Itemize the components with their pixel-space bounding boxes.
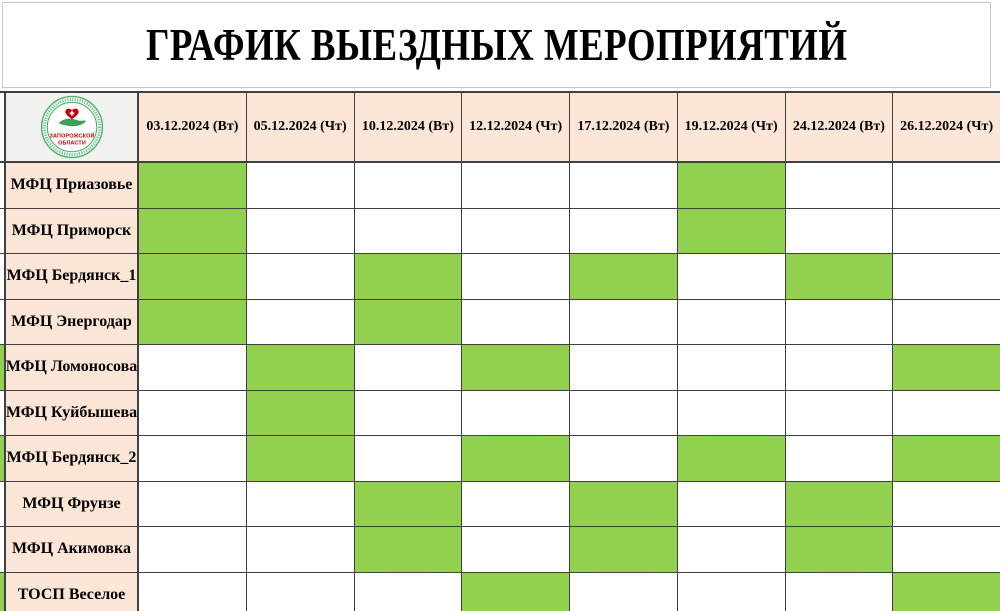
empty-cell xyxy=(570,391,678,437)
empty-cell xyxy=(570,345,678,391)
empty-cell xyxy=(893,391,1000,437)
date-header: 10.12.2024 (Вт) xyxy=(355,93,463,163)
row-label: МФЦ Куйбышева xyxy=(4,391,139,437)
scheduled-cell xyxy=(570,527,678,573)
logo-text-line1: ЗАПОРОЖСКОЙ xyxy=(48,133,95,140)
empty-cell xyxy=(247,209,355,255)
empty-cell xyxy=(570,436,678,482)
schedule-row xyxy=(0,527,1000,573)
region-emblem-icon xyxy=(40,95,104,159)
empty-cell xyxy=(678,482,786,528)
empty-cell xyxy=(893,482,1000,528)
schedule-row xyxy=(0,573,1000,611)
empty-cell xyxy=(462,163,570,209)
row-label: МФЦ Приазовье xyxy=(4,163,139,209)
empty-cell xyxy=(678,345,786,391)
scheduled-cell xyxy=(678,209,786,255)
empty-cell xyxy=(355,391,463,437)
empty-cell xyxy=(786,300,894,346)
row-label: МФЦ Фрунзе xyxy=(4,482,139,528)
empty-cell xyxy=(678,300,786,346)
scheduled-cell xyxy=(139,300,247,346)
empty-cell xyxy=(678,573,786,611)
empty-cell xyxy=(139,345,247,391)
scheduled-cell xyxy=(139,254,247,300)
row-label: МФЦ Энергодар xyxy=(4,300,139,346)
logo-cell xyxy=(4,93,139,163)
schedule-row xyxy=(0,436,1000,482)
scheduled-cell xyxy=(139,163,247,209)
scheduled-cell xyxy=(786,482,894,528)
empty-cell xyxy=(893,163,1000,209)
date-header: 24.12.2024 (Вт) xyxy=(786,93,894,163)
empty-cell xyxy=(786,436,894,482)
empty-cell xyxy=(893,527,1000,573)
empty-cell xyxy=(355,436,463,482)
schedule-rows xyxy=(0,163,1000,611)
scheduled-cell xyxy=(570,254,678,300)
empty-cell xyxy=(247,300,355,346)
scheduled-cell xyxy=(462,573,570,611)
date-header: 05.12.2024 (Чт) xyxy=(247,93,355,163)
scheduled-cell xyxy=(678,163,786,209)
empty-cell xyxy=(247,482,355,528)
page-title: ГРАФИК ВЫЕЗДНЫХ МЕРОПРИЯТИЙ xyxy=(145,20,848,70)
scheduled-cell xyxy=(355,254,463,300)
date-header: 26.12.2024 (Чт) xyxy=(893,93,1000,163)
empty-cell xyxy=(462,482,570,528)
schedule-row xyxy=(0,482,1000,528)
empty-cell xyxy=(678,254,786,300)
scheduled-cell xyxy=(462,345,570,391)
scheduled-cell xyxy=(247,436,355,482)
title-banner xyxy=(2,2,991,88)
logo-text-line2: ОБЛАСТИ xyxy=(57,140,86,147)
schedule-row xyxy=(0,254,1000,300)
empty-cell xyxy=(462,254,570,300)
table-header-row xyxy=(0,91,1000,163)
empty-cell xyxy=(247,573,355,611)
row-label: ТОСП Веселое xyxy=(4,573,139,611)
empty-cell xyxy=(786,573,894,611)
schedule-row xyxy=(0,163,1000,209)
empty-cell xyxy=(786,209,894,255)
empty-cell xyxy=(570,209,678,255)
empty-cell xyxy=(462,391,570,437)
empty-cell xyxy=(570,300,678,346)
empty-cell xyxy=(139,482,247,528)
scheduled-cell xyxy=(247,391,355,437)
empty-cell xyxy=(139,527,247,573)
empty-cell xyxy=(678,527,786,573)
empty-cell xyxy=(462,527,570,573)
scheduled-cell xyxy=(462,436,570,482)
empty-cell xyxy=(893,254,1000,300)
row-label: МФЦ Приморск xyxy=(4,209,139,255)
empty-cell xyxy=(786,345,894,391)
date-header: 12.12.2024 (Чт) xyxy=(462,93,570,163)
scheduled-cell xyxy=(678,436,786,482)
empty-cell xyxy=(893,300,1000,346)
scheduled-cell xyxy=(355,300,463,346)
empty-cell xyxy=(570,573,678,611)
empty-cell xyxy=(247,163,355,209)
empty-cell xyxy=(355,163,463,209)
scheduled-cell xyxy=(893,573,1000,611)
schedule-row xyxy=(0,391,1000,437)
schedule-table xyxy=(0,91,1000,611)
empty-cell xyxy=(786,163,894,209)
schedule-row xyxy=(0,209,1000,255)
empty-cell xyxy=(355,209,463,255)
date-header: 17.12.2024 (Вт) xyxy=(570,93,678,163)
scheduled-cell xyxy=(247,345,355,391)
empty-cell xyxy=(355,345,463,391)
empty-cell xyxy=(462,300,570,346)
empty-cell xyxy=(893,209,1000,255)
scheduled-cell xyxy=(893,436,1000,482)
scheduled-cell xyxy=(355,482,463,528)
row-label: МФЦ Бердянск_1 xyxy=(4,254,139,300)
scheduled-cell xyxy=(355,527,463,573)
date-header: 19.12.2024 (Чт) xyxy=(678,93,786,163)
scheduled-cell xyxy=(786,254,894,300)
scheduled-cell xyxy=(570,482,678,528)
empty-cell xyxy=(355,573,463,611)
row-label: МФЦ Ломоносова xyxy=(4,345,139,391)
empty-cell xyxy=(139,436,247,482)
empty-cell xyxy=(139,391,247,437)
empty-cell xyxy=(247,254,355,300)
date-header: 03.12.2024 (Вт) xyxy=(139,93,247,163)
row-label: МФЦ Бердянск_2 xyxy=(4,436,139,482)
empty-cell xyxy=(139,573,247,611)
schedule-row xyxy=(0,300,1000,346)
empty-cell xyxy=(570,163,678,209)
scheduled-cell xyxy=(786,527,894,573)
empty-cell xyxy=(462,209,570,255)
empty-cell xyxy=(678,391,786,437)
scheduled-cell xyxy=(139,209,247,255)
row-label: МФЦ Акимовка xyxy=(4,527,139,573)
empty-cell xyxy=(786,391,894,437)
empty-cell xyxy=(247,527,355,573)
schedule-row xyxy=(0,345,1000,391)
scheduled-cell xyxy=(893,345,1000,391)
